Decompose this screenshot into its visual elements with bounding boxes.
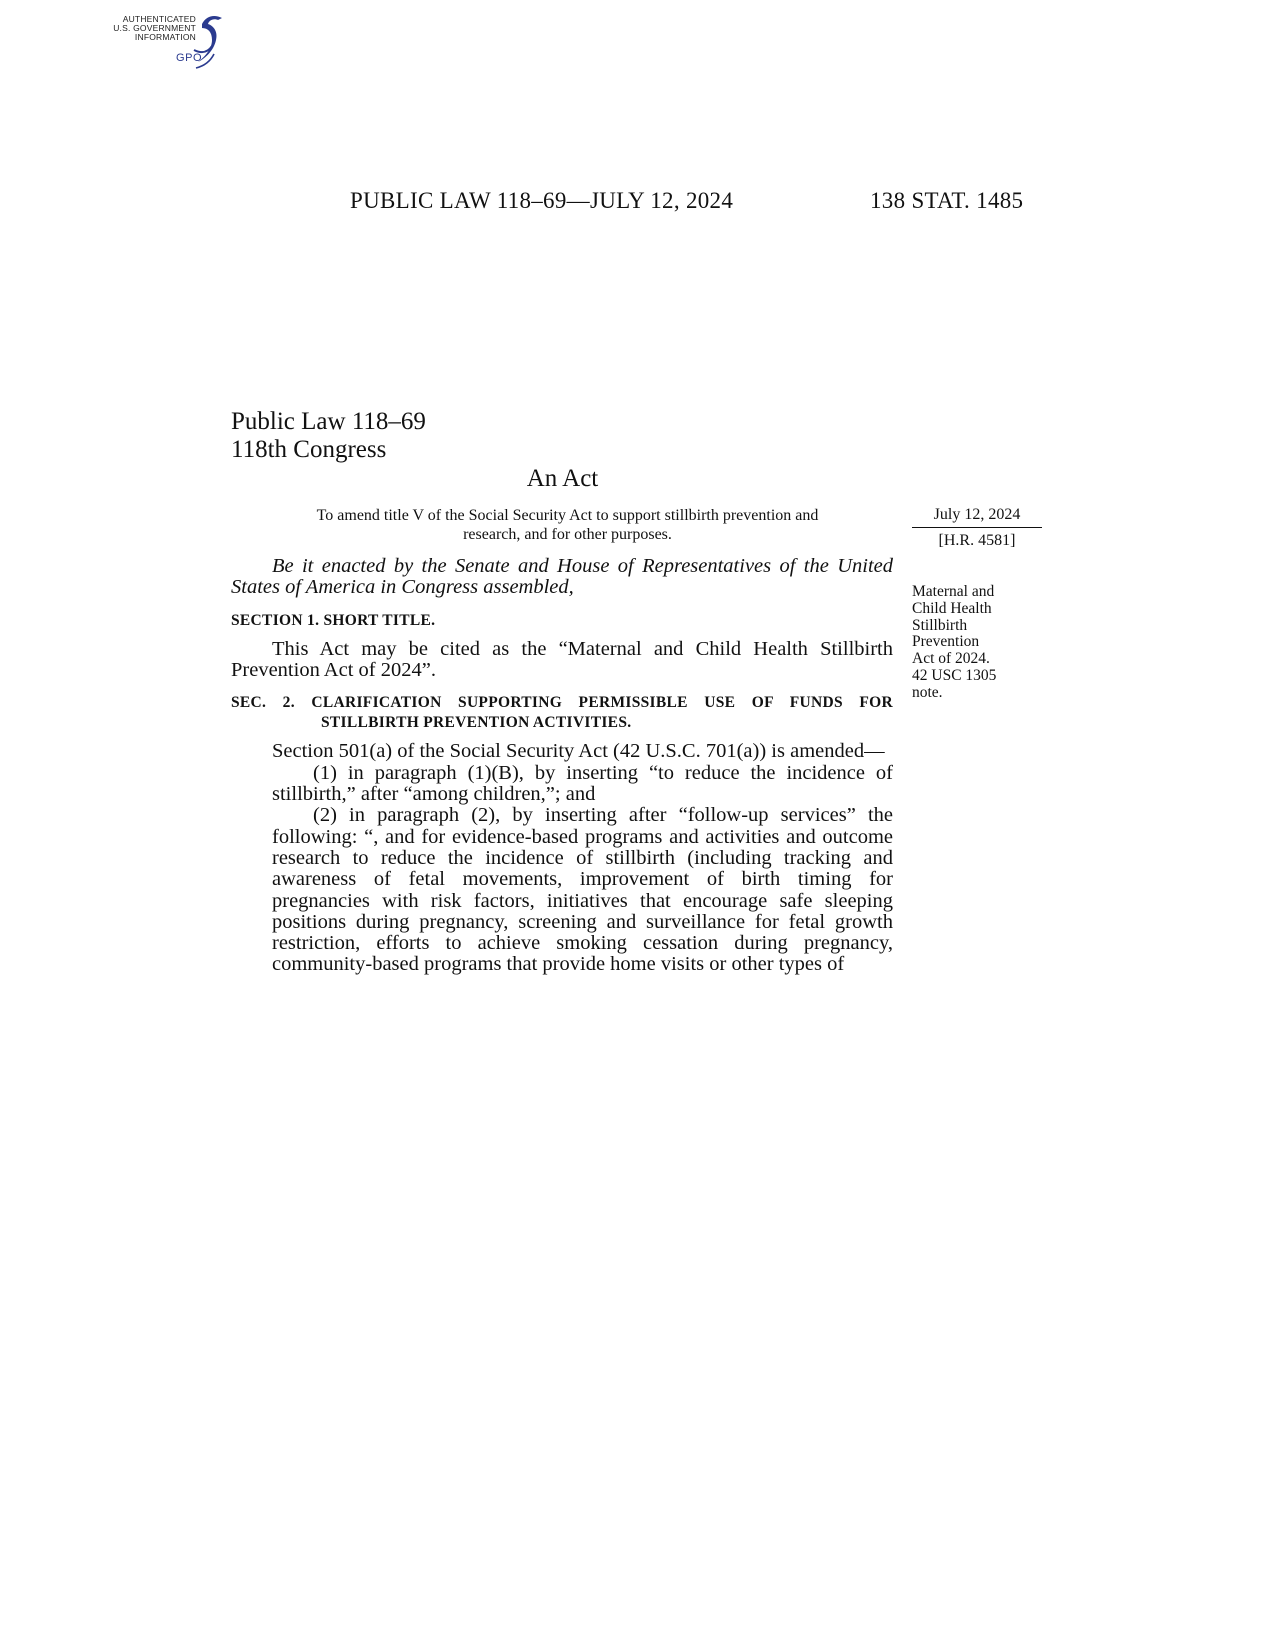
public-law-number: Public Law 118–69 — [231, 408, 426, 435]
logo-line-3: INFORMATION — [134, 32, 196, 42]
congress-number: 118th Congress — [231, 436, 387, 463]
act-heading: An Act — [526, 465, 599, 492]
margin-note-line: Child Health — [912, 599, 992, 617]
margin-note-line: Act of 2024. — [912, 650, 990, 668]
section-1-text: This Act may be cited as the “Maternal and Child Health Stillbirth Prevention Act of 2024”. — [231, 637, 893, 682]
enactment-date-box — [912, 506, 1042, 550]
margin-note-line: Maternal and — [912, 583, 995, 600]
gpo-authentication-logo — [88, 10, 228, 76]
statute-page-number: 138 STAT. 1485 — [870, 188, 1024, 213]
section-1-heading: SECTION 1. SHORT TITLE. — [231, 611, 436, 629]
running-header: PUBLIC LAW 118–69—JULY 12, 2024 — [350, 188, 734, 213]
purpose-line-1: To amend title V of the Social Security Act to support stillbirth prevention and — [316, 507, 819, 524]
logo-line-2: U.S. GOVERNMENT — [113, 23, 196, 33]
enacting-clause: Be it enacted by the Senate and House of Representatives of the United States of America in Congress assembled, — [231, 555, 893, 599]
amendment-item-2: (2) in paragraph (2), by inserting after “follow-up services” the following: “, and for evidence-based programs and activities and outcome research to reduce the incidence of stillbirth (including tracking and awareness of fetal movements, improvement of birth timing for pregnancies with risk factors, initiatives that encourage safe sleeping positions during pregnancy, screening and surveillance for fetal growth restriction, efforts to achieve smoking cessation during pregnancy, community-based programs that provide home visits or other types of — [272, 804, 893, 976]
margin-note-line: 42 USC 1305 — [912, 666, 997, 684]
enactment-date: July 12, 2024 — [912, 506, 1042, 528]
act-purpose — [250, 506, 885, 544]
act-body — [231, 556, 893, 976]
section-2-heading: SEC. 2. CLARIFICATION SUPPORTING PERMISSIBLE USE OF FUNDS FOR STILLBIRTH PREVENTION ACTIVITIES. — [231, 694, 893, 732]
purpose-line-2: research, and for other purposes. — [463, 526, 672, 543]
logo-line-1: AUTHENTICATED — [122, 14, 196, 24]
logo-text — [88, 15, 196, 42]
eagle-icon — [192, 10, 226, 74]
bill-number: [H.R. 4581] — [938, 532, 1016, 549]
amendment-item-1: (1) in paragraph (1)(B), by inserting “to reduce the incidence of stillbirth,” after “among children,”; and — [272, 761, 893, 806]
margin-note-line: Prevention — [912, 633, 980, 651]
margin-note-line: note. — [912, 683, 943, 701]
section-2-intro: Section 501(a) of the Social Security Act (42 U.S.C. 701(a)) is amended— — [272, 740, 885, 763]
margin-note-line: Stillbirth — [912, 616, 968, 634]
margin-note — [912, 584, 1032, 702]
logo-gpo-text: GPO — [176, 52, 202, 64]
